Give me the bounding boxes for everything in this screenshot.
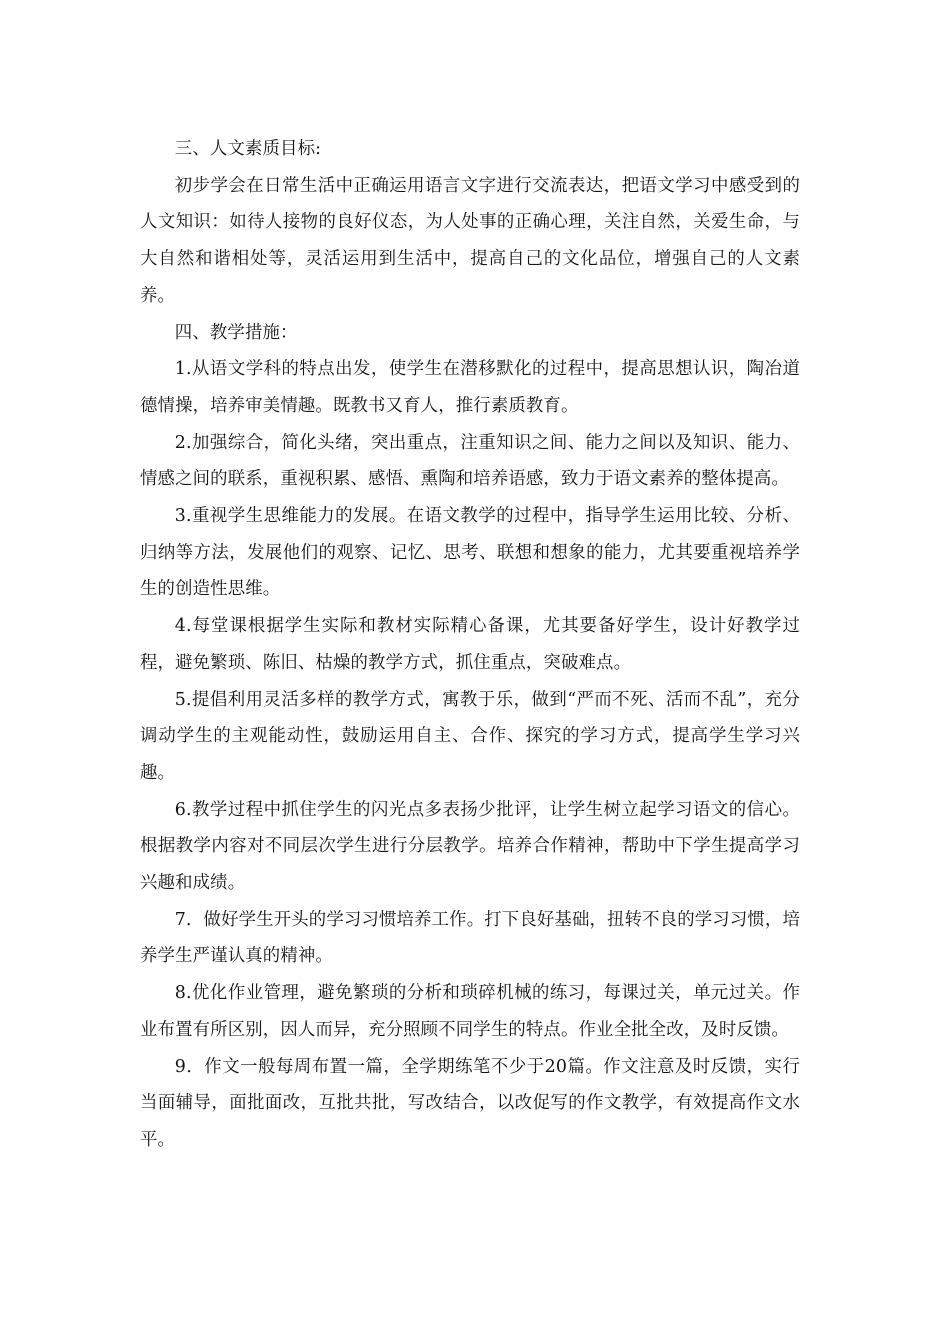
section-heading-humanities-goal: 三、人文素质目标:	[174, 139, 322, 159]
measure-item-8: 8.优化作业管理，避免繁琐的分析和琐碎机械的练习，每课过关，单元过关。作业布置有所区别，因人而异，充分照顾不同学生的特点。作业全批全改，及时反馈。	[140, 983, 800, 1040]
paragraph-humanities-goal: 初步学会在日常生活中正确运用语言文字进行交流表达，把语文学习中感受到的人文知识：如待人接物的良好仪态，为人处事的正确心理，关注自然，关爱生命，与大自然和谐相处等，灵活运用到生活中，提高自己的文化品位，增强自己的人文素养。	[140, 175, 800, 306]
measure-item-7: 7．做好学生开头的学习习惯培养工作。打下良好基础，扭转不良的学习习惯，培养学生严谨认真的精神。	[140, 909, 800, 967]
measure-item-9: 9．作文一般每周布置一篇，全学期练笔不少于20篇。作文注意及时反馈，实行当面辅导，面批面改，互批共批，写改结合，以改促写的作文教学，有效提高作文水平。	[140, 1056, 800, 1150]
measure-item-4: 4.每堂课根据学生实际和教材实际精心备课，尤其要备好学生，设计好教学过程，避免繁琐、陈旧、枯燥的教学方式，抓住重点，突破难点。	[140, 616, 800, 673]
section-heading-teaching-measures: 四、教学措施：	[174, 322, 298, 343]
measure-item-3: 3.重视学生思维能力的发展。在语文教学的过程中，指导学生运用比较、分析、归纳等方法，发展他们的观察、记忆、思考、联想和想象的能力，尤其要重视培养学生的创造性思维。	[140, 506, 800, 600]
measure-item-2: 2.加强综合，简化头绪，突出重点，注重知识之间、能力之间以及知识、能力、情感之间的联系，重视积累、感悟、熏陶和培养语感，致力于语文素养的整体提高。	[140, 432, 800, 490]
measure-item-1: 1.从语文学科的特点出发，使学生在潜移默化的过程中，提高思想认识，陶冶道德情操，培养审美情趣。既教书又育人，推行素质教育。	[140, 359, 800, 416]
document-body	[140, 131, 800, 1159]
measure-item-6: 6.教学过程中抓住学生的闪光点多表扬少批评，让学生树立起学习语文的信心。根据教学内容对不同层次学生进行分层教学。培养合作精神，帮助中下学生提高学习兴趣和成绩。	[140, 799, 800, 894]
measure-item-5: 5.提倡利用灵活多样的教学方式，寓教于乐，做到“严而不死、活而不乱”，充分调动学生的主观能动性，鼓励运用自主、合作、探究的学习方式，提高学生学习兴趣。	[140, 689, 800, 783]
